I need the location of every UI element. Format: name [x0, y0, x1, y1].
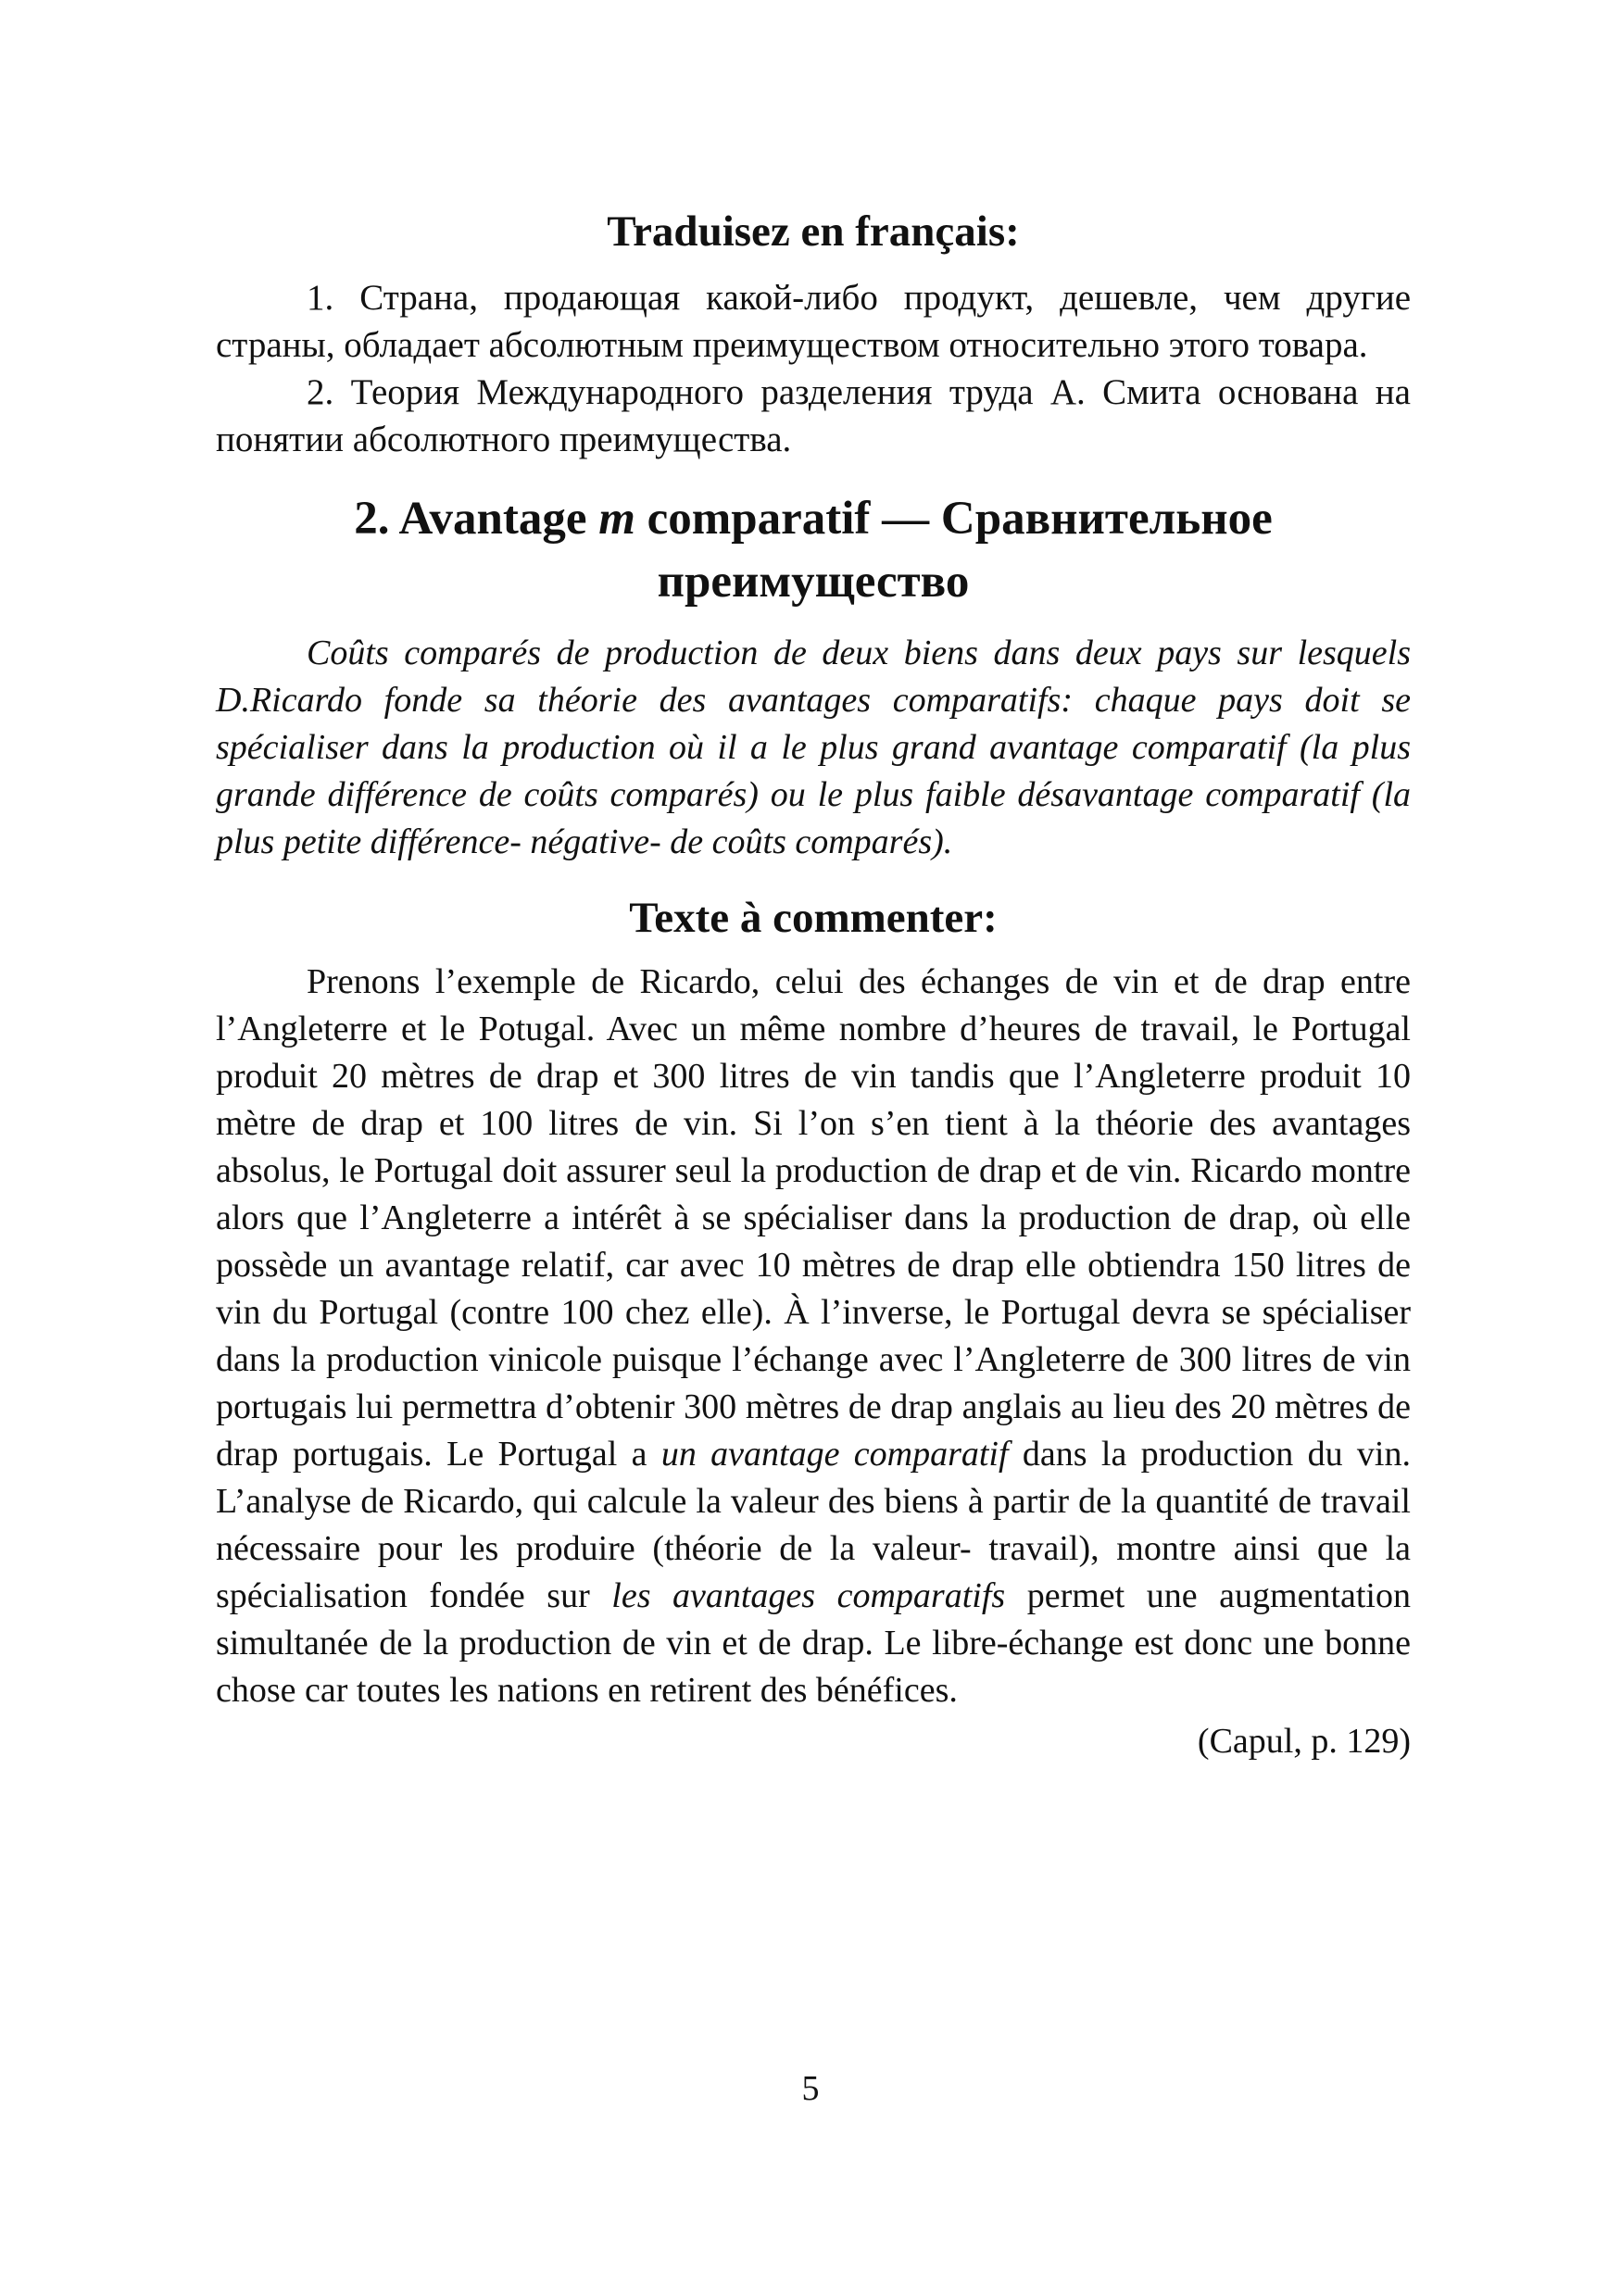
exercise-item-1: 1. Страна, продающая какой-либо продукт, дешевле, чем другие страны, обладает абсолютным преимуществом относительно этого товара.: [216, 278, 1411, 365]
section-title-prefix: 2. Avantage: [354, 493, 599, 545]
page-content: [216, 204, 1411, 1765]
page-number: 5: [801, 2069, 820, 2108]
translate-heading: Traduisez en français:: [607, 207, 1020, 256]
commentary-heading: Texte à commenter:: [629, 894, 998, 942]
commentary-emphasis-2: les avantages comparatifs: [611, 1576, 1006, 1615]
commentary-text-part-1: Prenons l’exemple de Ricardo, celui des échanges de vin et de drap entre l’Angleterre et le Potugal. Avec un même nombre d’heures de travail, le Portugal produit 20 mètres de drap et 300 litres de vin tandis que l’Angleterre produit 10 mètre de drap et 100 litres de vin. Si l’on s’en tient à la théorie des avantages absolus, le Portugal doit assurer seul la production de drap et de vin. Ricardo montre alors que l’Angleterre a intérêt à se spécialiser dans la production de drap, où elle possède un avantage relatif, car avec 10 mètres de drap elle obtiendra 150 litres de vin du Portugal (contre 100 chez elle). À l’inverse, le Portugal devra se spécialiser dans la production vinicole puisque l’échange avec l’Angleterre de 300 litres de vin portugais lui permettra d’obtenir 300 mètres de drap anglais au lieu des 20 mètres de drap portugais. Le Portugal a: [216, 962, 1411, 1474]
section-title: [216, 487, 1411, 613]
definition-text: Coûts comparés de production de deux biens dans deux pays sur lesquels D.Ricardo fonde sa théorie des avantages comparatifs: chaque pays doit se spécialiser dans la production où il a le plus grand avantage comparatif (la plus grande différence de coûts comparés) ou le plus faible désavantage comparatif (la plus petite différence- négative- de coûts comparés).: [216, 634, 1411, 861]
commentary-text-block: [216, 959, 1411, 1765]
section-title-suffix: comparatif — Сравнительное преимущество: [635, 493, 1273, 608]
commentary-text-part-3: permet une augmentation simultanée de la production de vin et de drap. Le libre-échange est donc une bonne chose car toutes les nations en retirent des bénéfices.: [216, 1576, 1411, 1710]
definition-block: [216, 630, 1411, 866]
commentary-emphasis-1: un avantage comparatif: [660, 1435, 1009, 1474]
exercise-item-2: 2. Теория Международного разделения труда А. Смита основана на понятии абсолютного преимущества.: [216, 372, 1411, 459]
translation-exercise-list: [216, 274, 1411, 463]
commentary-text-part-2: dans la production du vin. L’analyse de Ricardo, qui calcule la valeur des biens à partir de la quantité de travail nécessaire pour les produire (théorie de la valeur- travail), montre ainsi que la spécialisation fondée sur: [216, 1435, 1411, 1615]
section-title-gender-marker: m: [598, 493, 635, 545]
commentary-text: [216, 959, 1411, 1714]
source-citation: (Capul, p. 129): [1197, 1722, 1411, 1761]
